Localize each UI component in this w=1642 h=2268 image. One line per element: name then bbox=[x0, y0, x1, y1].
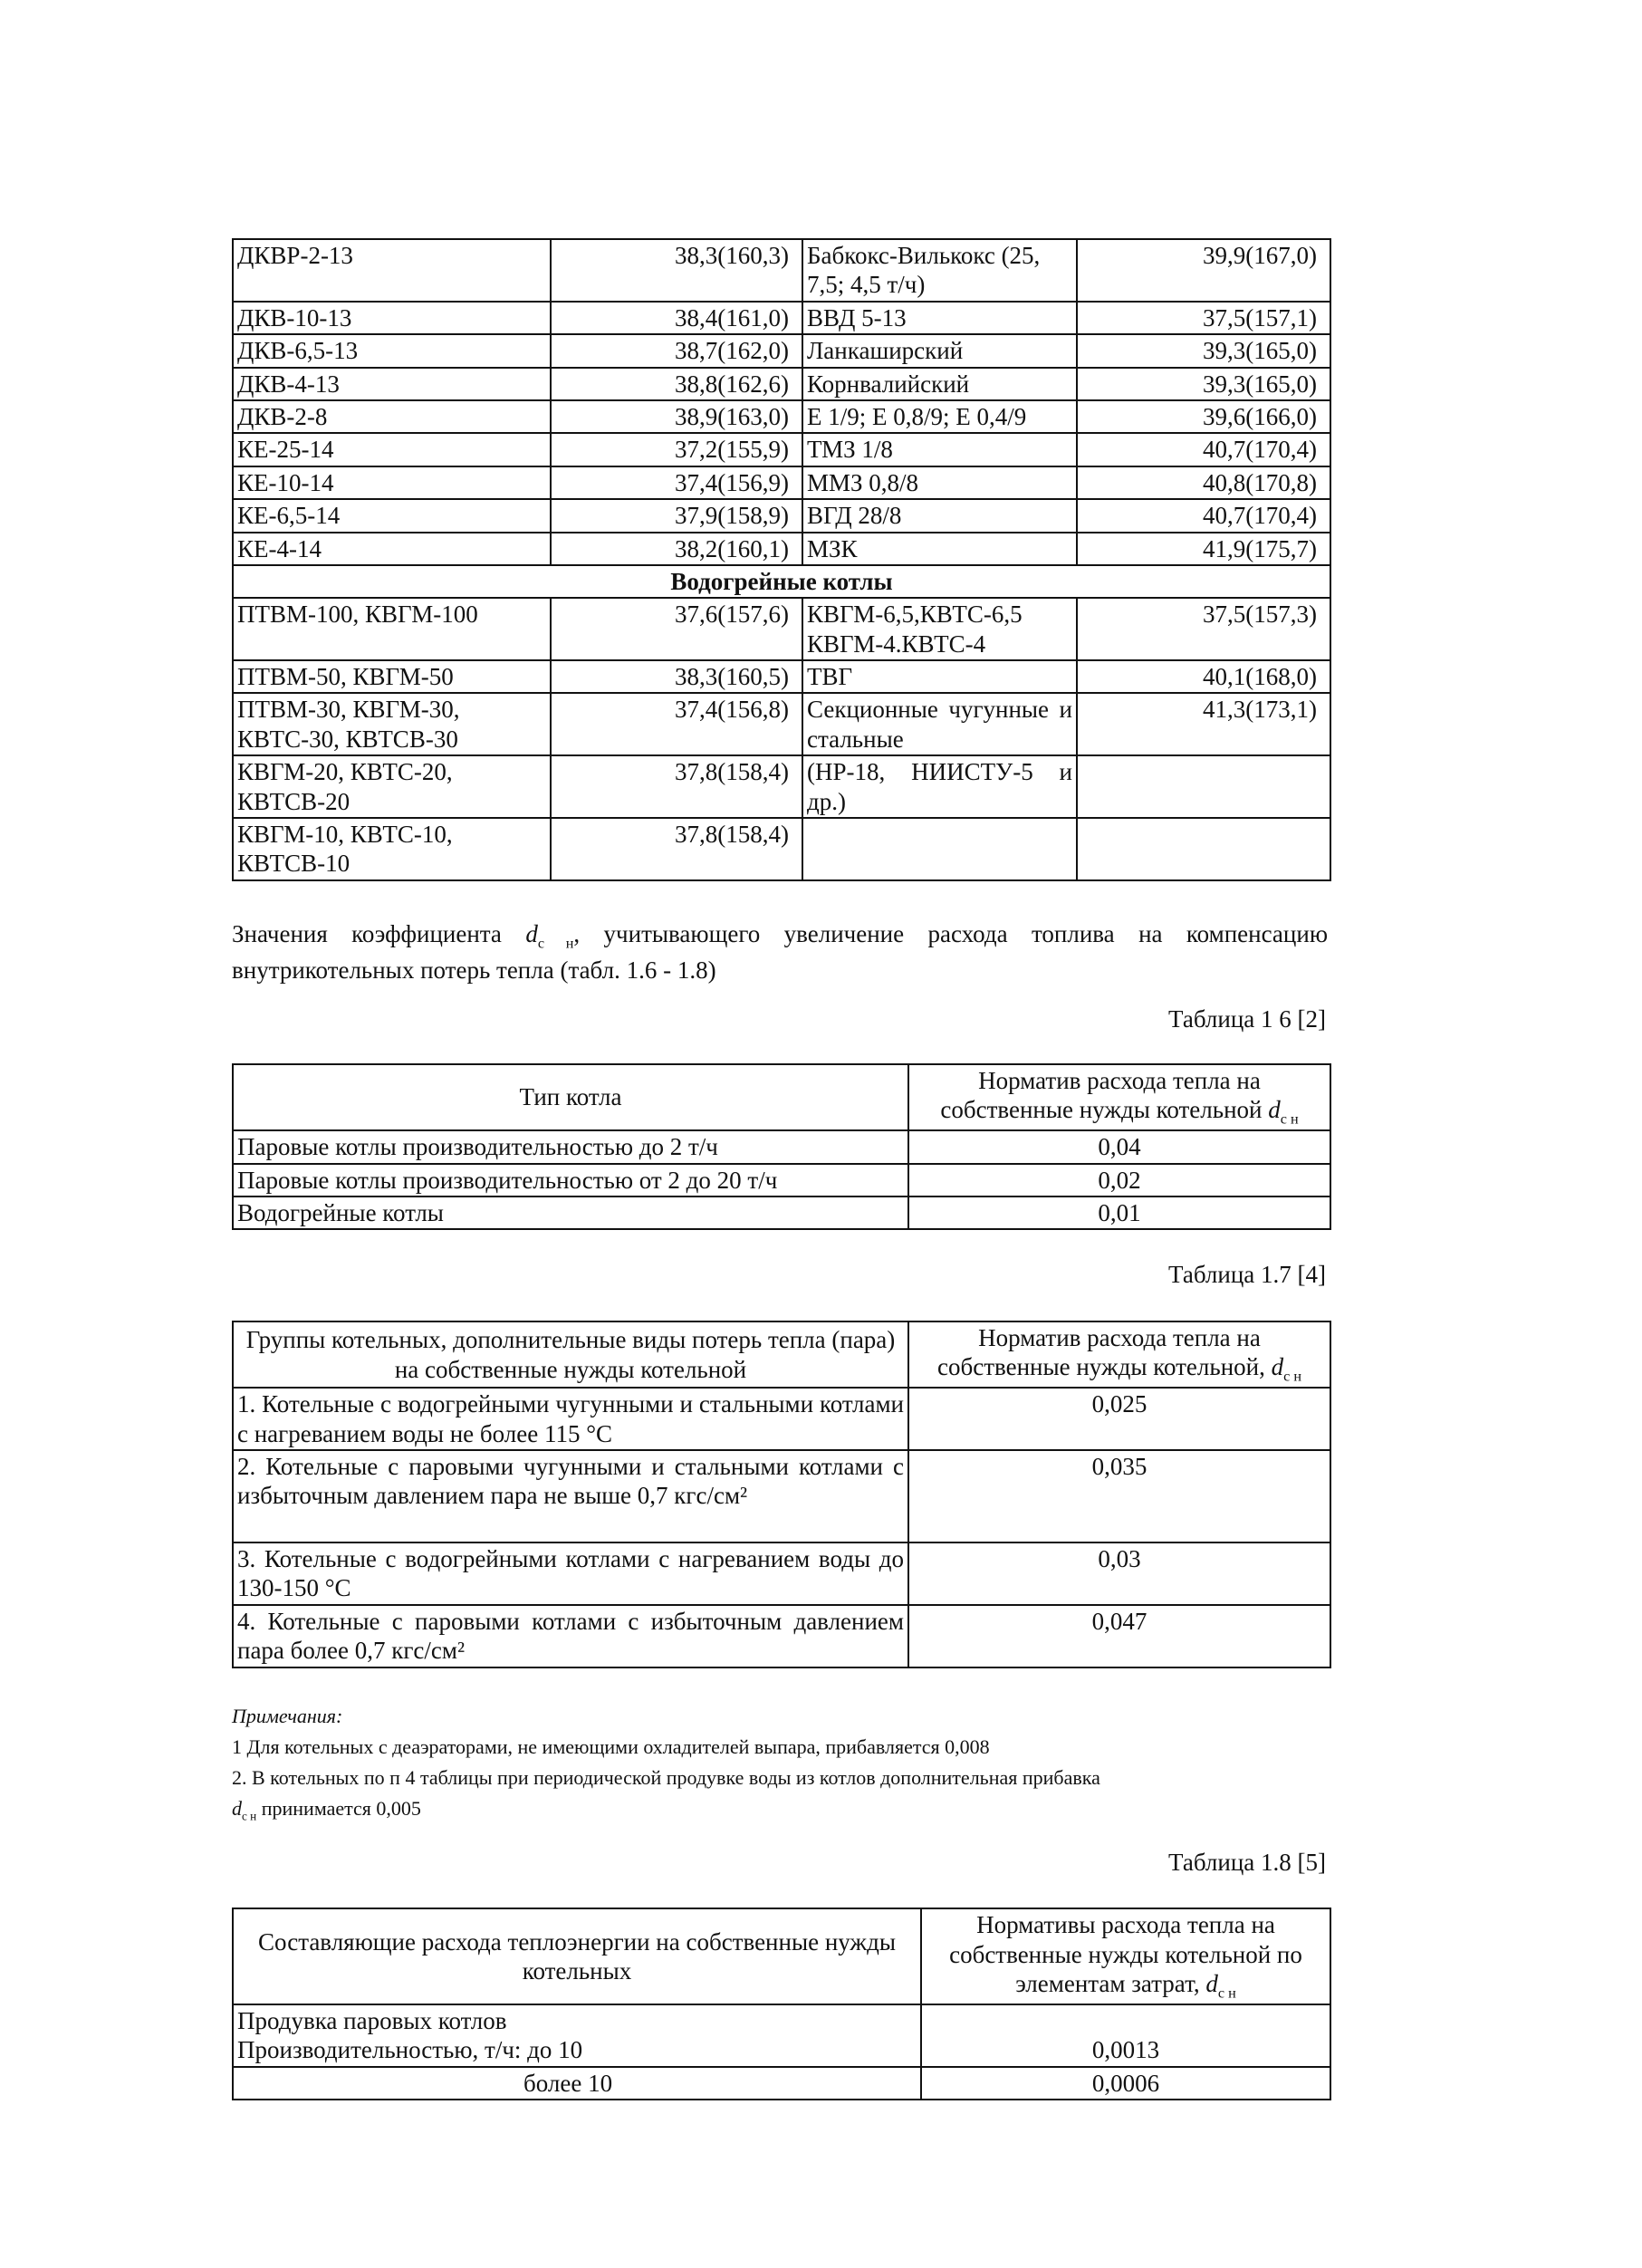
table-row bbox=[233, 693, 1330, 755]
cell-value: 39,3(165,0) bbox=[1077, 334, 1330, 367]
cell-boiler-type: ДКВР-2-13 bbox=[233, 239, 551, 302]
coefficient-symbol: d bbox=[525, 920, 538, 947]
group-title-hot-water-boilers: Водогрейные котлы bbox=[233, 565, 1330, 598]
table-row bbox=[233, 1605, 1330, 1667]
cell-value: 38,9(163,0) bbox=[551, 400, 802, 433]
cell-boiler-type: Паровые котлы производительностью от 2 до 20 т/ч bbox=[233, 1164, 908, 1196]
cell-boiler-type: ПТВМ-50, КВГМ-50 bbox=[233, 660, 551, 693]
header-norm: Норматив расхода тепла на собственные нужды котельной, $d_{с н}$ bbox=[908, 1321, 1330, 1388]
cell-group: 4. Котельные с паровыми котлами с избыточным давлением пара более 0,7 кгс/см² bbox=[233, 1605, 908, 1667]
cell-boiler-type: Ланкаширский bbox=[802, 334, 1077, 367]
table-1-6 bbox=[232, 1063, 1331, 1230]
cell-value: 0,025 bbox=[908, 1388, 1330, 1450]
cell-boiler-type: (НР-18, НИИСТУ-5 и др.) bbox=[802, 755, 1077, 818]
cell-value: 40,7(170,4) bbox=[1077, 499, 1330, 532]
cell-value: 37,8(158,4) bbox=[551, 755, 802, 818]
cell-boiler-type: КВГМ-6,5,КВТС-6,5 КВГМ-4.КВТС-4 bbox=[802, 598, 1077, 660]
table-1-8 bbox=[232, 1908, 1331, 2100]
cell-boiler-type: Корнвалийский bbox=[802, 368, 1077, 400]
header-norm: Норматив расхода тепла на собственные нужды котельной $d_{с н}$ bbox=[908, 1064, 1330, 1130]
cell-value: 40,7(170,4) bbox=[1077, 433, 1330, 466]
notes-block bbox=[232, 1701, 1330, 1826]
note-1: 1 Для котельных с деаэраторами, не имеющими охладителей выпара, прибавляется 0,008 bbox=[232, 1735, 990, 1759]
cell-group: 2. Котельные с паровыми чугунными и стальными котлами с избыточным давлением пара не выше 0,7 кгс/см² bbox=[233, 1450, 908, 1542]
cell-value: 38,8(162,6) bbox=[551, 368, 802, 400]
cell-group: 1. Котельные с водогрейными чугунными и стальными котлами с нагреванием воды не более 115 °С bbox=[233, 1388, 908, 1450]
table-row bbox=[233, 1388, 1330, 1450]
cell-boiler-type: ТМЗ 1/8 bbox=[802, 433, 1077, 466]
cell-value: 38,3(160,3) bbox=[551, 239, 802, 302]
cell-value: 0,0006 bbox=[921, 2067, 1330, 2100]
cell-boiler-type: ВГД 28/8 bbox=[802, 499, 1077, 532]
cell-value: 40,8(170,8) bbox=[1077, 466, 1330, 499]
cell-value: 37,5(157,3) bbox=[1077, 598, 1330, 660]
table-header-row bbox=[233, 1321, 1330, 1388]
cell-value: 37,6(157,6) bbox=[551, 598, 802, 660]
cell-value: 38,4(161,0) bbox=[551, 302, 802, 334]
header-components: Составляющие расхода теплоэнергии на собственные нужды котельных bbox=[233, 1908, 921, 2004]
header-boiler-type: Тип котла bbox=[233, 1064, 908, 1130]
cell-value: 39,3(165,0) bbox=[1077, 368, 1330, 400]
note-2: 2. В котельных по п 4 таблицы при периодической продувке воды из котлов дополнительная прибавка bbox=[232, 1766, 1100, 1790]
table-row bbox=[233, 334, 1330, 367]
cell-value: 0,02 bbox=[908, 1164, 1330, 1196]
cell-value: 0,035 bbox=[908, 1450, 1330, 1542]
table-row bbox=[233, 1542, 1330, 1605]
cell-boiler-type: ДКВ-2-8 bbox=[233, 400, 551, 433]
cell-value: 39,9(167,0) bbox=[1077, 239, 1330, 302]
table-row bbox=[233, 818, 1330, 880]
group-row bbox=[233, 565, 1330, 598]
cell-value bbox=[1077, 755, 1330, 818]
cell-value: 38,2(160,1) bbox=[551, 533, 802, 565]
cell-value: 38,3(160,5) bbox=[551, 660, 802, 693]
cell-value: 38,7(162,0) bbox=[551, 334, 802, 367]
cell-value: 37,2(155,9) bbox=[551, 433, 802, 466]
table-1-8-caption: Таблица 1.8 [5] bbox=[1168, 1849, 1326, 1876]
boiler-heat-table bbox=[232, 238, 1331, 881]
table-row bbox=[233, 499, 1330, 532]
table-header-row bbox=[233, 1908, 1330, 2004]
table-row bbox=[233, 755, 1330, 818]
cell-value: 39,6(166,0) bbox=[1077, 400, 1330, 433]
table-1-6-caption: Таблица 1 6 [2] bbox=[1168, 1005, 1326, 1033]
note-2-continuation: $d_{с н}$ принимается 0,005 bbox=[232, 1797, 421, 1823]
header-groups: Группы котельных, дополнительные виды потерь тепла (пара) на собственные нужды котельной bbox=[233, 1321, 908, 1388]
cell-boiler-type: ДКВ-4-13 bbox=[233, 368, 551, 400]
cell-boiler-type: КЕ-10-14 bbox=[233, 466, 551, 499]
cell-boiler-type: Паровые котлы производительностью до 2 т/ч bbox=[233, 1130, 908, 1163]
cell-boiler-type: ММЗ 0,8/8 bbox=[802, 466, 1077, 499]
cell-boiler-type: ПТВМ-30, КВГМ-30, КВТС-30, КВТСВ-30 bbox=[233, 693, 551, 755]
cell-value: 37,8(158,4) bbox=[551, 818, 802, 880]
cell-component: Продувка паровых котлов Производительностью, т/ч: до 10 bbox=[233, 2004, 921, 2067]
cell-boiler-type: ВВД 5-13 bbox=[802, 302, 1077, 334]
cell-value: 41,3(173,1) bbox=[1077, 693, 1330, 755]
table-row bbox=[233, 302, 1330, 334]
notes-title: Примечания: bbox=[232, 1705, 343, 1727]
cell-boiler-type: Секционные чугунные и стальные bbox=[802, 693, 1077, 755]
table-header-row bbox=[233, 1064, 1330, 1130]
cell-boiler-type: КЕ-6,5-14 bbox=[233, 499, 551, 532]
cell-value: 0,03 bbox=[908, 1542, 1330, 1605]
table-row bbox=[233, 2004, 1330, 2067]
cell-boiler-type: КВГМ-10, КВТС-10, КВТСВ-10 bbox=[233, 818, 551, 880]
cell-component: более 10 bbox=[233, 2067, 921, 2100]
table-row bbox=[233, 368, 1330, 400]
table-row bbox=[233, 1164, 1330, 1196]
cell-boiler-type: КЕ-4-14 bbox=[233, 533, 551, 565]
table-row bbox=[233, 660, 1330, 693]
cell-value: 0,01 bbox=[908, 1196, 1330, 1229]
table-row bbox=[233, 466, 1330, 499]
table-row bbox=[233, 1130, 1330, 1163]
header-norm: Нормативы расхода тепла на собственные нужды котельной по элементам затрат, $d_{с н}$ bbox=[921, 1908, 1330, 2004]
cell-value: 0,0013 bbox=[921, 2004, 1330, 2067]
table-row bbox=[233, 1196, 1330, 1229]
cell-value: 37,5(157,1) bbox=[1077, 302, 1330, 334]
cell-boiler-type: ТВГ bbox=[802, 660, 1077, 693]
cell-boiler-type: Е 1/9; Е 0,8/9; Е 0,4/9 bbox=[802, 400, 1077, 433]
table-row bbox=[233, 239, 1330, 302]
table-row bbox=[233, 598, 1330, 660]
intro-paragraph: Значения коэффициента $d_{с н}$, учитывающего увеличение расхода топлива на компенсацию внутрикотельных потерь тепла (табл. 1.6 - 1.8) bbox=[232, 920, 1328, 985]
cell-boiler-type: Бабкокс-Вилькокс (25, 7,5; 4,5 т/ч) bbox=[802, 239, 1077, 302]
cell-boiler-type: МЗК bbox=[802, 533, 1077, 565]
table-row bbox=[233, 400, 1330, 433]
cell-value: 40,1(168,0) bbox=[1077, 660, 1330, 693]
cell-boiler-type: ПТВМ-100, КВГМ-100 bbox=[233, 598, 551, 660]
cell-boiler-type: КВГМ-20, КВТС-20, КВТСВ-20 bbox=[233, 755, 551, 818]
cell-value: 41,9(175,7) bbox=[1077, 533, 1330, 565]
cell-boiler-type bbox=[802, 818, 1077, 880]
table-row bbox=[233, 2067, 1330, 2100]
table-row bbox=[233, 1450, 1330, 1542]
cell-value: 37,4(156,8) bbox=[551, 693, 802, 755]
cell-value: 0,04 bbox=[908, 1130, 1330, 1163]
cell-group: 3. Котельные с водогрейными котлами с нагреванием воды до 130-150 °С bbox=[233, 1542, 908, 1605]
table-row bbox=[233, 433, 1330, 466]
cell-value: 37,9(158,9) bbox=[551, 499, 802, 532]
cell-boiler-type: Водогрейные котлы bbox=[233, 1196, 908, 1229]
table-row bbox=[233, 533, 1330, 565]
table-1-7-caption: Таблица 1.7 [4] bbox=[1168, 1261, 1326, 1288]
cell-boiler-type: ДКВ-10-13 bbox=[233, 302, 551, 334]
cell-value: 37,4(156,9) bbox=[551, 466, 802, 499]
cell-boiler-type: ДКВ-6,5-13 bbox=[233, 334, 551, 367]
cell-value: 0,047 bbox=[908, 1605, 1330, 1667]
table-1-7 bbox=[232, 1321, 1331, 1668]
cell-boiler-type: КЕ-25-14 bbox=[233, 433, 551, 466]
cell-value bbox=[1077, 818, 1330, 880]
